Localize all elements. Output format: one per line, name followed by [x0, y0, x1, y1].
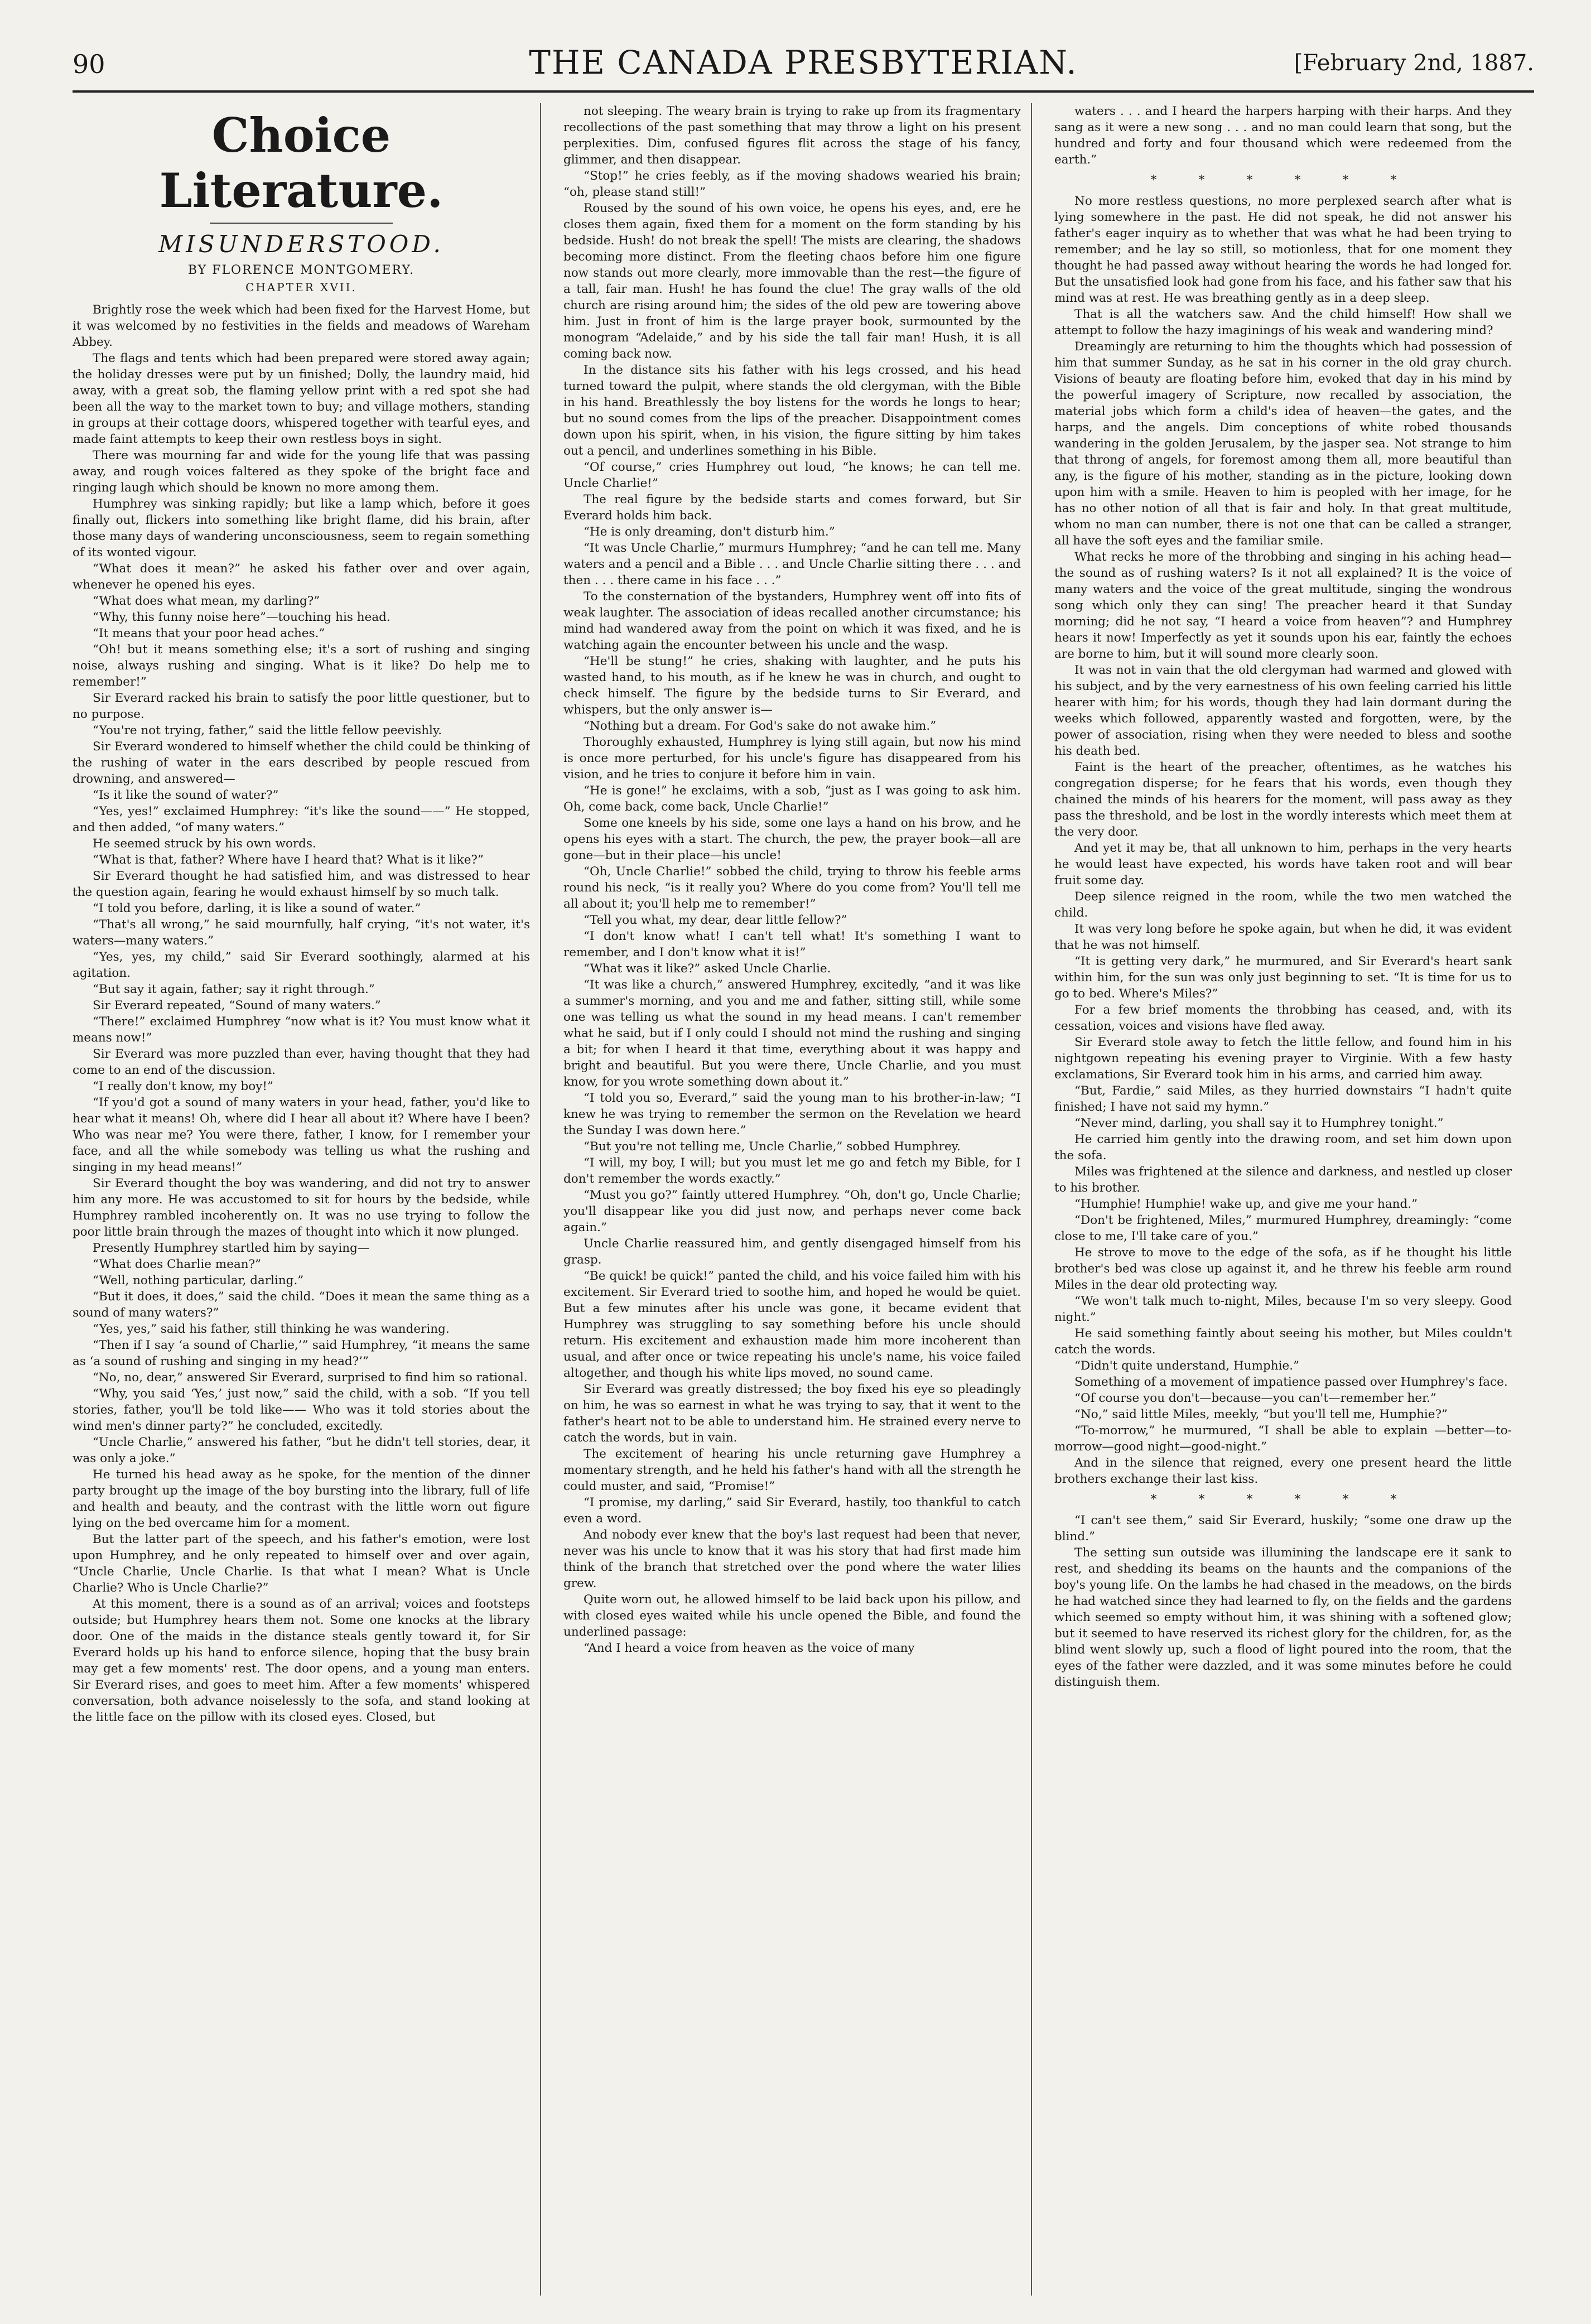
paragraph: waters . . . and I heard the harpers harping with their harps. And they sang as it were a new song . . . and no man could learn that song, but the hundred and forty and four thousand which were redeemed from the earth.”	[1054, 104, 1512, 167]
paragraph: “Yes, yes, my child,” said Sir Everard soothingly, alarmed at his agitation.	[73, 950, 530, 980]
paragraph: “I promise, my darling,” said Sir Everard, hastily, too thankful to catch even a word.	[563, 1496, 1021, 1526]
paragraph: “But it does, it does,” said the child. “Does it mean the same thing as a sound of many waters?”	[73, 1290, 530, 1320]
paragraph: “Is it like the sound of water?”	[93, 788, 279, 802]
paragraph: “We won't talk much to-night, Miles, because I'm so very sleepy. Good night.”	[1054, 1294, 1512, 1324]
paragraph: He turned his head away as he spoke, for the mention of the dinner party brought up the image of the boy bursting into the library, full of life and health and beauty, and the contrast with the little worn out figure lying on the bed overcame him for a moment.	[73, 1468, 530, 1530]
paragraph: Sir Everard was greatly distressed; the boy fixed his eye so pleadingly on him, he was so earnest in what he was trying to say, that it went to the father's heart not to be able to understand him. He strained every nerve to catch the words, but in vain.	[563, 1382, 1021, 1445]
paragraph: “Uncle Charlie,” answered his father, “but he didn't tell stories, dear, it was only a joke.”	[73, 1435, 530, 1465]
paragraph: He seemed struck by his own words.	[93, 837, 316, 851]
masthead-rule	[73, 90, 1534, 93]
paragraph: “What does what mean, my darling?”	[93, 594, 320, 608]
paragraph: “It was Uncle Charlie,” murmurs Humphrey; “and he can tell me. Many waters and a pencil and a Bible . . . and Uncle Charlie sitting there . . . and then . . . there came in his face . . .”	[563, 541, 1021, 587]
paragraph: “Never mind, darling, you shall say it to Humphrey tonight.”	[1074, 1116, 1444, 1130]
paragraph: Sir Everard thought the boy was wandering, and did not try to answer him any more. He was accustomed to sit for hours by the bedside, while Humphrey rambled incoherently on. It was no use trying to follow the poor little brain through the mazes of thought into which it now plunged.	[73, 1177, 530, 1239]
paragraph: “I will, my boy, I will; but you must let me go and fetch my Bible, for I don't remember the words exactly.”	[563, 1156, 1021, 1186]
column-3-body-a	[1054, 103, 1512, 168]
paragraph: “Nothing but a dream. For God's sake do not awake him.”	[584, 719, 937, 733]
paragraph: Uncle Charlie reassured him, and gently disengaged himself from his grasp.	[563, 1237, 1021, 1267]
paragraph: Roused by the sound of his own voice, he opens his eyes, and, ere he closes them again, fixed them for a moment on the form standing by his bedside. Hush! do not break the spell! The mists are clearing, the shadows becoming more distinct. From the fleeting chaos before him one figure now stands out more clearly, more immovable than the rest—the figure of a tall, fair man. Hush! he has found the clue! The gray walls of the old church are rising around him; the sides of the old pew are towering above him. Just in front of him is the large prayer book, surmounted by the monogram “Adelaide,” and by his side the tall fair man! Hush, it is all coming back now.	[563, 201, 1021, 361]
paragraph: “Stop!” he cries feebly, as if the moving shadows wearied his brain; “oh, please stand still!”	[563, 169, 1021, 199]
paragraph: “Didn't quite understand, Humphie.”	[1074, 1359, 1300, 1373]
title-rule	[210, 223, 393, 224]
paragraph: not sleeping. The weary brain is trying to rake up from its fragmentary recollections of the past something that may throw a light on his present perplexities. Dim, confused figures flit across the stage of his fancy, glimmer, and then disappear.	[563, 104, 1021, 167]
paragraph: He carried him gently into the drawing room, and set him down upon the sofa.	[1054, 1132, 1512, 1163]
paragraph: Sir Everard stole away to fetch the little fellow, and found him in his nightgown repeating his evening prayer to Virginie. With a few hasty exclamations, Sir Everard took him in his arms, and carried him away.	[1054, 1035, 1512, 1082]
paragraph: “He is only dreaming, don't disturb him.”	[584, 525, 835, 539]
paragraph: “He'll be stung!” he cries, shaking with laughter, and he puts his wasted hand, to his mouth, as if he knew he was in church, and ought to check himself. The figure by the bedside turns to Sir Everard, and whispers, but the only answer is—	[563, 654, 1021, 717]
paragraph: What recks he more of the throbbing and singing in his aching head—the sound as of rushing waters? Is it not all explained? It is the voice of many waters and the voice of the great multitude, singing the wondrous song which only they can sing! The preacher heard it that Sunday morning; did he not say, “I heard a voice from heaven”? and Humphrey hears it now! Imperfectly as yet it sounds upon his ear, faintly the echoes are borne to him, but it will sound more clearly soon.	[1054, 550, 1512, 661]
paragraph: Thoroughly exhausted, Humphrey is lying still again, but now his mind is once more perturbed, for his uncle's figure has disappeared from his vision, and he tries to conjure it before him in vain.	[563, 735, 1021, 782]
paragraph: “He is gone!” he exclaims, with a sob, “just as I was going to ask him. Oh, come back, come back, Uncle Charlie!”	[563, 784, 1021, 814]
paragraph: “What is that, father? Where have I heard that? What is it like?”	[93, 853, 484, 867]
paragraph: Quite worn out, he allowed himself to be laid back upon his pillow, and with closed eyes waited while his uncle opened the Bible, and found the underlined passage:	[563, 1593, 1021, 1639]
paragraph: “No,” said little Miles, meekly, “but you'll tell me, Humphie?”	[1074, 1407, 1448, 1421]
column-2-body	[563, 103, 1021, 1656]
paragraph: No more restless questions, no more perplexed search after what is lying somewhere in the past. He did not speak, he did not answer his father's eager inquiry as to whether that was what he had been trying to remember; and he lay so still, so motionless, that for one moment they thought he had passed away without hearing the words he had longed for. But the unsatisfied look had gone from his face, and his father saw that his mind was at rest. He was breathing gently as in a deep sleep.	[1054, 194, 1512, 305]
paragraph: “I told you before, darling, it is like a sound of water.”	[93, 901, 421, 915]
section-break-stars: * * * * * *	[1150, 1493, 1416, 1507]
paragraph: Sir Everard thought he had satisfied him, and was distressed to hear the question again, fearing he would exhaust himself by so much talk.	[73, 869, 530, 899]
paragraph: Some one kneels by his side, some one lays a hand on his brow, and he opens his eyes with a start. The church, the pew, the prayer book—all are gone—but in their place—his uncle!	[563, 816, 1021, 862]
paragraph: That is all the watchers saw. And the child himself! How shall we attempt to follow the hazy imaginings of his weak and wandering mind?	[1054, 307, 1512, 337]
section-title: Choice Literature.	[159, 108, 443, 218]
issue-date: [February 2nd, 1887.	[1294, 50, 1534, 76]
column-2	[563, 103, 1021, 2296]
paragraph: The flags and tents which had been prepared were stored away again; the holiday dresses were put by un finished; Dolly, the laundry maid, hid away, with a great sob, the flaming yellow print with a red spot she had been all the way to the market town to buy; and village mothers, standing in groups at their cottage doors, whispered together with tearful eyes, and made faint attempts to keep their own restless boys in sight.	[73, 351, 530, 446]
paragraph: He said something faintly about seeing his mother, but Miles couldn't catch the words.	[1054, 1327, 1512, 1357]
paragraph: Sir Everard repeated, “Sound of many waters.”	[93, 999, 381, 1012]
paragraph: “Why, you said ‘Yes,’ just now,” said the child, with a sob. “If you tell stories, father, you'll be told like—— Who was it told stories about the wind men's dinner party?” he concluded, excitedly.	[73, 1387, 530, 1433]
paragraph: “Tell you what, my dear, dear little fellow?”	[584, 913, 847, 927]
paragraph: “Why, this funny noise here”—touching his head.	[93, 610, 390, 624]
paragraph: At this moment, there is a sound as of an arrival; voices and footsteps outside; but Humphrey hears them not. Some one knocks at the library door. One of the maids in the distance steals gently toward it, for Sir Everard holds up his hand to enforce silence, hoping that the busy brain may get a few moments' rest. The door opens, and a young man enters. Sir Everard rises, and goes to meet him. After a few moments' whispered conversation, both advance noiselessly to the sofa, and stand looking at the little face on the pillow with its closed eyes. Closed, but	[73, 1597, 530, 1724]
paragraph: And yet it may be, that all unknown to him, perhaps in the very hearts he would least have expected, his words have taken root and will bear fruit some day.	[1054, 841, 1512, 888]
paragraph: Dreamingly are returning to him the thoughts which had possession of him that summer Sunday, as he sat in his corner in the old gray church. Visions of beauty are floating before him, evoked that day in his mind by the powerful imagery of Scripture, now recalled by association, the material jobs which form a child's idea of heaven—the gates, and the harps, and the angels. Dim conceptions of white robed thousands wandering in the golden Jerusalem, by the jasper sea. Not strange to him that throng of angels, for foremost among them all, more beautiful than any, is the figure of his mother, standing as in the picture, looking down upon him with a smile. Heaven to him is peopled with her image, for he has no other notion of all that is fair and holy. In that great multitude, whom no man can number, there is not one that can be called a stranger, all have the soft eyes and the familiar smile.	[1054, 340, 1512, 548]
byline: BY FLORENCE MONTGOMERY.	[187, 263, 415, 277]
paragraph: “I can't see them,” said Sir Everard, huskily; “some one draw up the blind.”	[1054, 1513, 1512, 1544]
paragraph: It was very long before he spoke again, but when he did, it was evident that he was not himself.	[1054, 922, 1512, 952]
paragraph: “Yes, yes!” exclaimed Humphrey: “it's like the sound——” He stopped, and then added, “of many waters.”	[73, 804, 530, 835]
paragraph: Sir Everard wondered to himself whether the child could be thinking of the rushing of water in the ears described by people rescued from drowning, and answered—	[73, 740, 530, 786]
paragraph: Presently Humphrey startled him by saying—	[93, 1241, 370, 1255]
paragraph: “Of course,” cries Humphrey out loud, “he knows; he can tell me. Uncle Charlie!”	[563, 460, 1021, 490]
paragraph: Sir Everard racked his brain to satisfy the poor little questioner, but to no purpose.	[73, 691, 530, 721]
paragraph: “Must you go?” faintly uttered Humphrey. “Oh, don't go, Uncle Charlie; you'll disappear like you did just now, and perhaps never come back again.”	[563, 1188, 1021, 1235]
paragraph: Something of a movement of impatience passed over Humphrey's face.	[1074, 1375, 1508, 1389]
paragraph: “What does it mean?” he asked his father over and over again, whenever he opened his eyes.	[73, 562, 530, 592]
paragraph: “Don't be frightened, Miles,” murmured Humphrey, dreamingly: “come close to me, I'll take care of you.”	[1054, 1213, 1512, 1243]
paragraph: “Of course you don't—because—you can't—remember her.”	[1074, 1391, 1436, 1405]
paragraph: “But say it again, father; say it right through.”	[93, 982, 375, 996]
paragraph: “Humphie! Humphie! wake up, and give me your hand.”	[1074, 1197, 1418, 1211]
paragraph: “No, no, dear,” answered Sir Everard, surprised to find him so rational.	[93, 1371, 528, 1385]
column-3-body-b	[1054, 193, 1512, 1487]
paragraph: “And I heard a voice from heaven as the voice of many	[584, 1641, 915, 1655]
paragraph: And nobody ever knew that the boy's last request had been that never, never was his uncle to know that it was his story that had first made him think of the branch that stretched over the pond where the water lilies grew.	[563, 1528, 1021, 1590]
paragraph: “Oh! but it means something else; it's a sort of rushing and singing noise, always rushing and singing. What is it like? Do help me to remember!”	[73, 643, 530, 689]
paragraph: “Then if I say ‘a sound of Charlie,’” said Humphrey, “it means the same as ‘a sound of rushing and singing in my head?’”	[73, 1338, 530, 1368]
paragraph: “Yes, yes,” said his father, still thinking he was wandering.	[93, 1322, 450, 1336]
paragraph: Brightly rose the week which had been fixed for the Harvest Home, but it was welcomed by no festivities in the fields and meadows of Wareham Abbey.	[73, 303, 530, 349]
chapter-heading: CHAPTER XVII.	[245, 281, 357, 294]
paragraph: “It was like a church,” answered Humphrey, excitedly, “and it was like a summer's morning, and you and me and father, sitting still, while some one was telling us what the sound in my head means. I can't remember what he said, but if I only could I should not mind the rushing and singing a bit; for when I heard it that time, everything about it was happy and bright and beautiful. But you were there, Uncle Charlie, and you must know, for you wrote something down about it.”	[563, 978, 1021, 1089]
paragraph: It was not in vain that the old clergyman had warmed and glowed with his subject, and by the very earnestness of his own feeling carried his little hearer with him; for his words, though they had lain dormant during the weeks which followed, apparently wasted and forgotten, were, by the power of association, rising when they were needed to bless and soothe his death bed.	[1054, 663, 1512, 758]
paragraph: “It means that your poor head aches.”	[93, 626, 325, 640]
column-3-body-c	[1054, 1512, 1512, 1690]
masthead	[73, 33, 1534, 84]
paragraph: The excitement of hearing his uncle returning gave Humphrey a momentary strength, and he held his father's hand with all the strength he could muster, and said, “Promise!”	[563, 1447, 1021, 1493]
paragraph: “What was it like?” asked Uncle Charlie.	[584, 962, 831, 976]
paragraph: There was mourning far and wide for the young life that was passing away, and rough voices faltered as they spoke of the bright face and ringing laugh which should be known no more among them.	[73, 449, 530, 495]
column-divider	[540, 103, 541, 2296]
paragraph: “Oh, Uncle Charlie!” sobbed the child, trying to throw his feeble arms round his neck, “is it really you? Where do you come from? You'll tell me all about it; you'll help me to remember!”	[563, 865, 1021, 911]
paragraph: In the distance sits his father with his legs crossed, and his head turned toward the pulpit, where stands the old clergyman, with the Bible in his hand. Breathlessly the boy listens for the words he longs to hear; but no sound comes from the lips of the preacher. Disappointment comes down upon his spirit, when, in his vision, the figure sitting by him takes out a pencil, and underlines something in his Bible.	[563, 363, 1021, 458]
column-divider	[1031, 103, 1032, 2296]
paragraph: “But, Fardie,” said Miles, as they hurried downstairs “I hadn't quite finished; I have not said my hymn.”	[1054, 1084, 1512, 1114]
paragraph: “It is getting very dark,” he murmured, and Sir Everard's heart sank within him, for the sun was only just beginning to set. “It is time for us to go to bed. Where's Miles?”	[1054, 954, 1512, 1001]
paragraph: “I don't know what! I can't tell what! It's something I want to remember, and I don't know what it is!”	[563, 929, 1021, 960]
column-1	[73, 103, 530, 2296]
newspaper-title: THE CANADA PRESBYTERIAN.	[529, 44, 1078, 81]
paragraph: And in the silence that reigned, every one present heard the little brothers exchange their last kiss.	[1054, 1456, 1512, 1486]
paragraph: The setting sun outside was illumining the landscape ere it sank to rest, and shedding its beams on the haunts and the companions of the boy's young life. On the lambs he had chased in the meadows, on the birds he had watched since they had learned to fly, on the fields and the gardens which seemed so empty without him, it was shining with a softened glow; but it seemed to have reserved its richest glory for the children, for, as the blind went slowly up, such a flood of light poured into the room, that the eyes of the father were dazzled, and it was some minutes before he could distinguish them.	[1054, 1546, 1512, 1689]
paragraph: Humphrey was sinking rapidly; but like a lamp which, before it goes finally out, flickers into something like bright flame, did his brain, after those many days of wandering unconsciousness, seem to regain something of its wonted vigour.	[73, 497, 530, 560]
paragraph: “There!” exclaimed Humphrey “now what is it? You must know what it means now!”	[73, 1015, 530, 1045]
paragraph: “But you're not telling me, Uncle Charlie,” sobbed Humphrey.	[584, 1140, 961, 1154]
paragraph: “Be quick! be quick!” panted the child, and his voice failed him with his excitement. Sir Everard tried to soothe him, and hoped he would be quiet. But a few minutes after his uncle was gone, it became evident that Humphrey was struggling to say something before his uncle should return. His excitement and exhaustion made him more incoherent than usual, and after once or twice repeating his uncle's name, his voice failed altogether, and though his white lips moved, no sound came.	[563, 1269, 1021, 1380]
paragraph: “If you'd got a sound of many waters in your head, father, you'd like to hear what it means! Oh, where did I hear all about it? Where have I been? Who was near me? You were there, father, I know, for I remember your face, and all the while somebody was telling us what the rushing and singing in my head means!”	[73, 1096, 530, 1174]
section-break-stars: * * * * * *	[1150, 173, 1416, 187]
paragraph: “That's all wrong,” he said mournfully, half crying, “it's not water, it's waters—many waters.”	[73, 918, 530, 948]
column-1-body	[73, 302, 530, 1725]
paragraph: “I told you so, Everard,” said the young man to his brother-in-law; “I knew he was trying to remember the sermon on the Revelation we heard the Sunday I was down here.”	[563, 1091, 1021, 1137]
paragraph: For a few brief moments the throbbing has ceased, and, with its cessation, voices and visions have fled away.	[1054, 1003, 1512, 1033]
paragraph: “I really don't know, my boy!”	[93, 1079, 274, 1093]
paragraph: To the consternation of the bystanders, Humphrey went off into fits of weak laughter. The association of ideas recalled another circumstance; his mind had wandered away from the point on which it was fixed, and he is watching again the encounter between his uncle and the wasp.	[563, 590, 1021, 652]
paragraph: Faint is the heart of the preacher, oftentimes, as he watches his congregation disperse; for he fears that his words, even though they chained the minds of his hearers for the moment, will pass away as they pass the threshold, and be lost in the wordly interests which meet them at the very door.	[1054, 760, 1512, 839]
page-number: 90	[73, 49, 105, 79]
paragraph: “To-morrow,” he murmured, “I shall be able to explain —better—to-morrow—good night—good-night.”	[1054, 1424, 1512, 1454]
paragraph: The real figure by the bedside starts and comes forward, but Sir Everard holds him back.	[563, 493, 1021, 523]
paragraph: Sir Everard was more puzzled than ever, having thought that they had come to an end of the discussion.	[73, 1047, 530, 1077]
paragraph: “What does Charlie mean?”	[93, 1257, 262, 1271]
story-title: MISUNDERSTOOD.	[158, 230, 444, 258]
paragraph: Miles was frightened at the silence and darkness, and nestled up closer to his brother.	[1054, 1165, 1512, 1195]
column-3	[1054, 103, 1512, 2296]
paragraph: He strove to move to the edge of the sofa, as if he thought his little brother's bed was close up against it, and he threw his feeble arm round Miles in the dear old protecting way.	[1054, 1246, 1512, 1292]
paragraph: “You're not trying, father,” said the little fellow peevishly.	[93, 724, 442, 737]
paragraph: Deep silence reigned in the room, while the two men watched the child.	[1054, 890, 1512, 920]
paragraph: But the latter part of the speech, and his father's emotion, were lost upon Humphrey, and he only repeated to himself over and over again, “Uncle Charlie, Uncle Charlie. Is that what I mean? What is Uncle Charlie? Who is Uncle Charlie?”	[73, 1532, 530, 1595]
paragraph: “Well, nothing particular, darling.”	[93, 1274, 304, 1288]
